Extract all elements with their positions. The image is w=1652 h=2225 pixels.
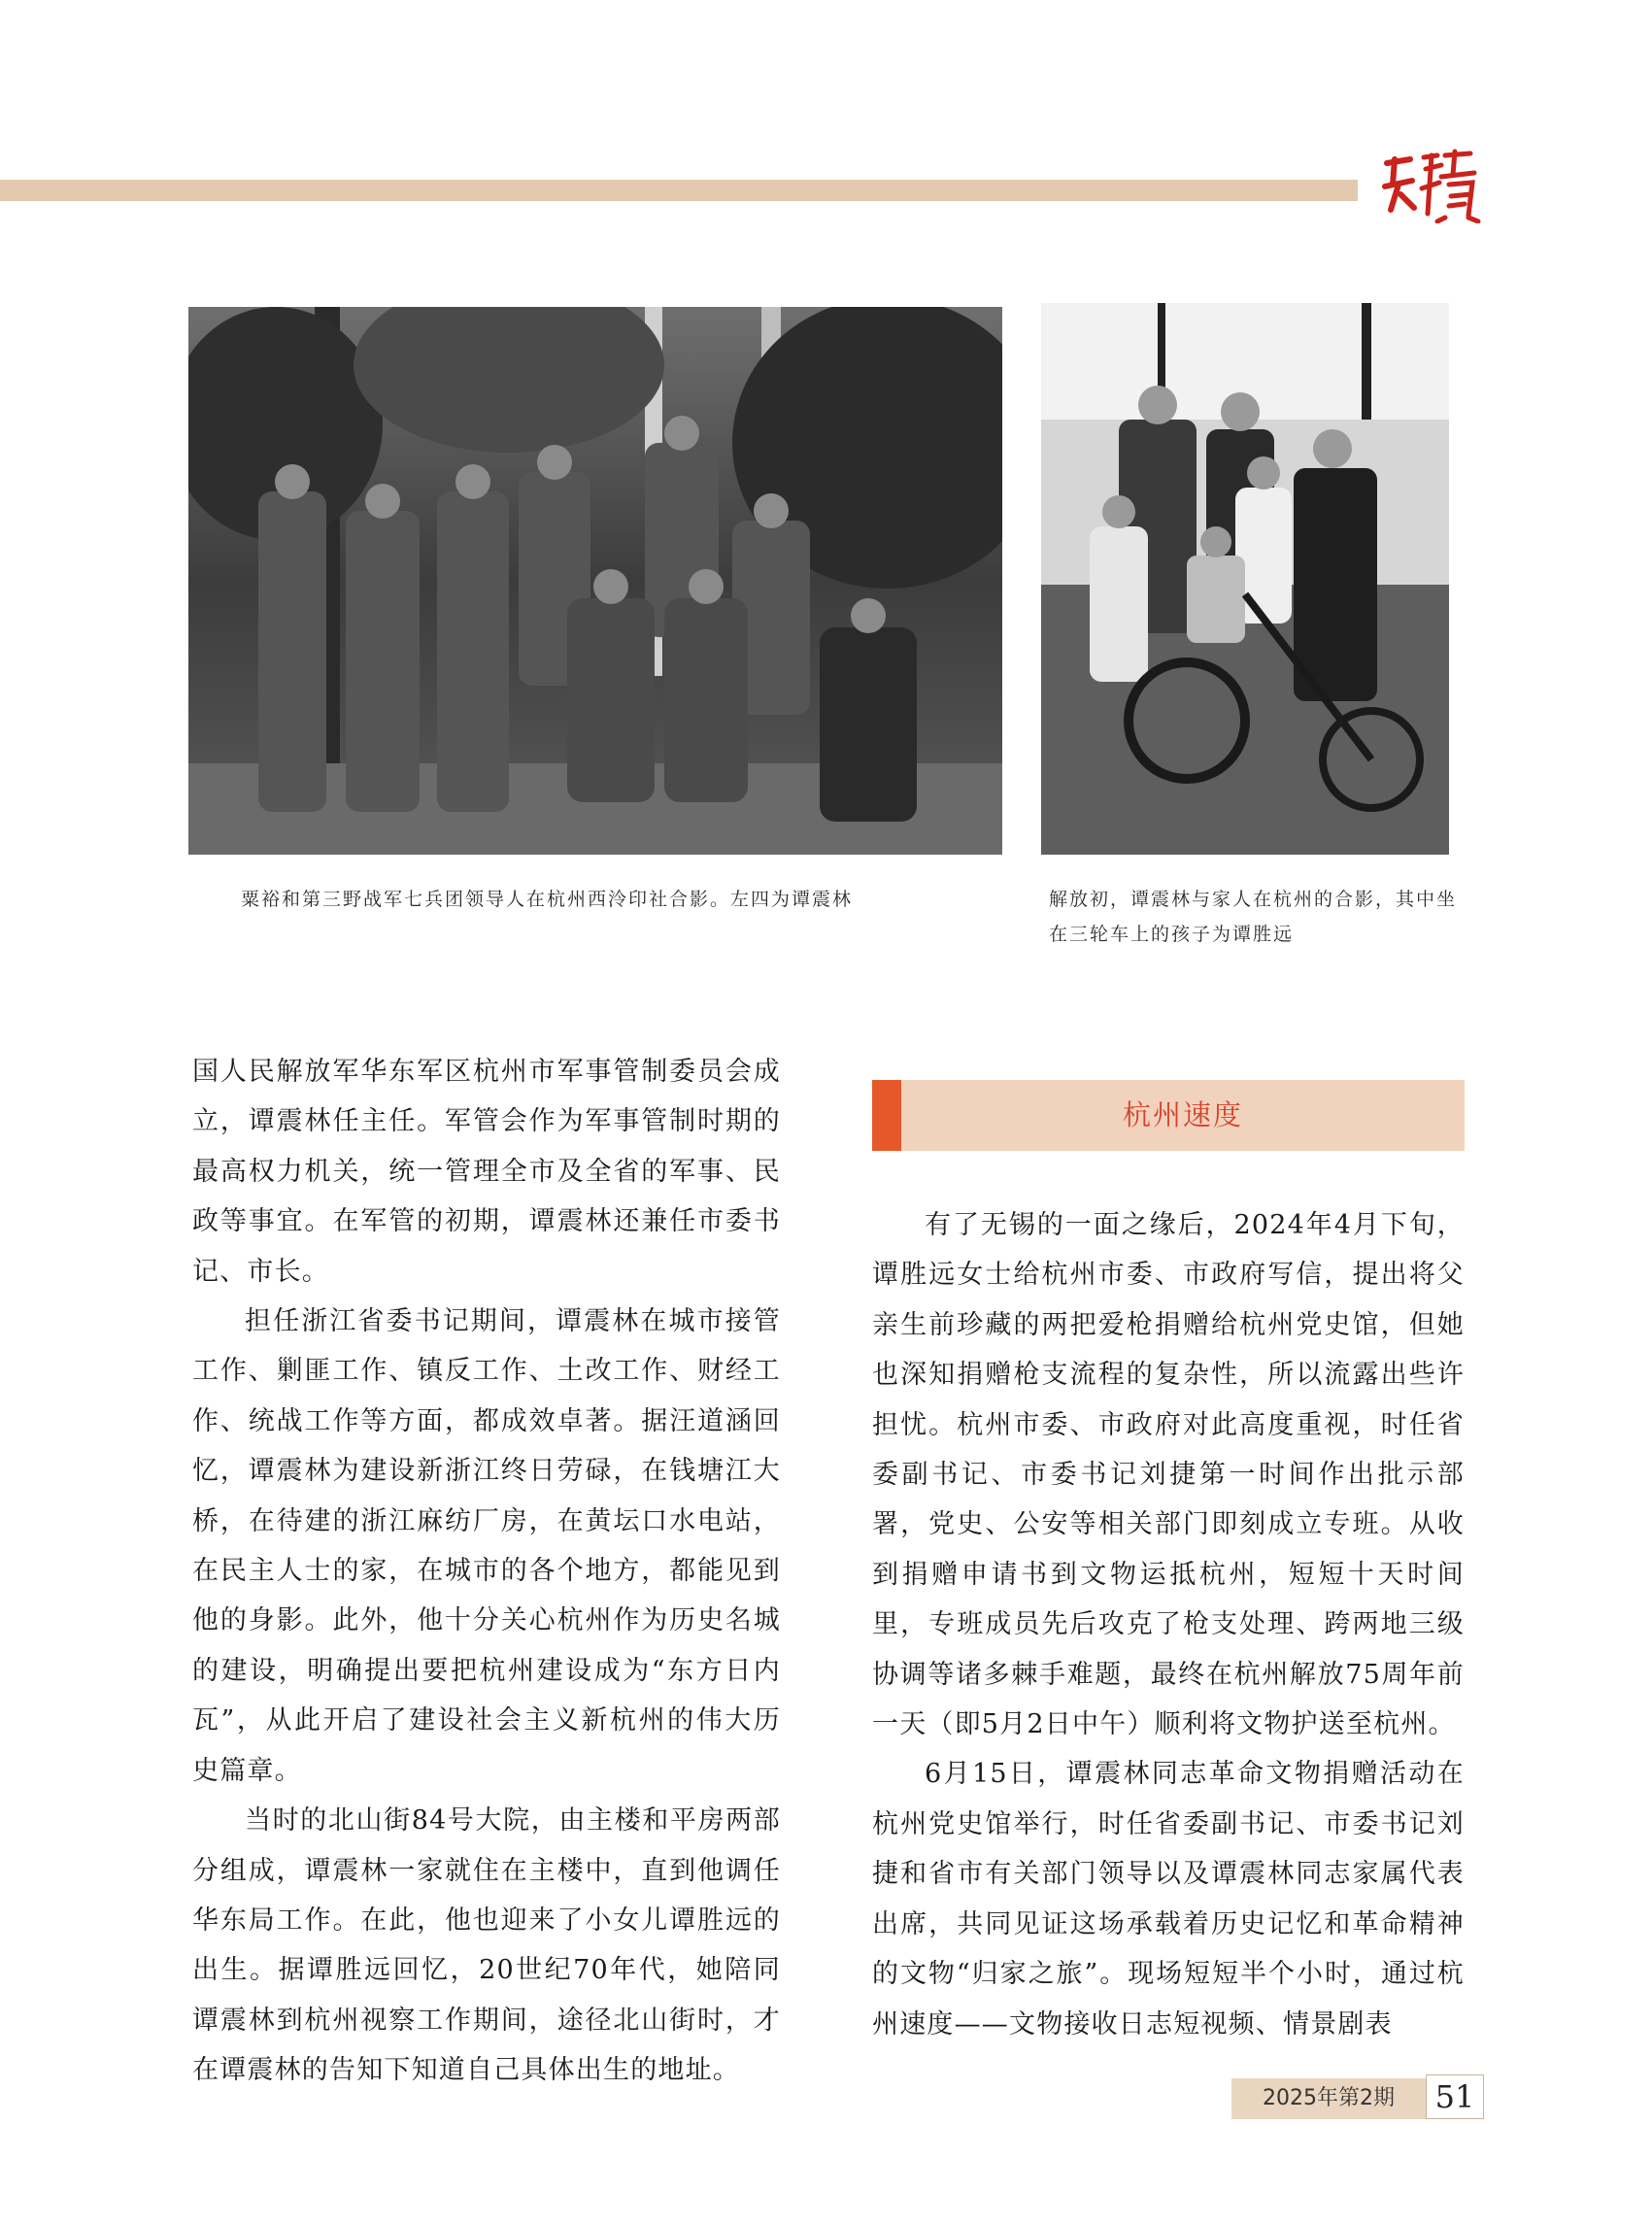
family-photo — [1041, 303, 1449, 855]
photo-right-caption: 解放初，谭震林与家人在杭州的合影，其中坐在三轮车上的孩子为谭胜远 — [1049, 889, 1458, 945]
right-column — [872, 1200, 1465, 2049]
section-header — [872, 1080, 1465, 1151]
left-paragraph-1: 国人民解放军华东军区杭州市军事管制委员会成立，谭震林任主任。军管会作为军事管制时期的最高权力机关，统一管理全市及全省的军事、民政等事宜。在军管的初期，谭震林还兼任市委书记、市长。 — [192, 1057, 781, 1287]
photo-left-caption: 粟裕和第三野战军七兵团领导人在杭州西泠印社合影。左四为谭震林 — [241, 889, 854, 910]
left-paragraph-3: 当时的北山街84号大院，由主楼和平房两部分组成，谭震林一家就住在主楼中，直到他调任华东局工作。在此，他也迎来了小女儿谭胜远的出生。据谭胜远回忆，20世纪70年代，她陪同谭震林到杭州视察工作期间，途径北山街时，才在谭震林的告知下知道自己具体出生的地址。 — [192, 1805, 781, 2086]
section-title: 杭州速度 — [1122, 1098, 1243, 1131]
magazine-logo — [1377, 146, 1484, 223]
left-paragraph-2: 担任浙江省委书记期间，谭震林在城市接管工作、剿匪工作、镇反工作、土改工作、财经工作、统战工作等方面，都成效卓著。据汪道涵回忆，谭震林为建设新浙江终日劳碌，在钱塘江大桥，在待建的浙江麻纺厂房，在黄坛口水电站，在民主人士的家，在城市的各个地方，都能见到他的身影。此外，他十分关心杭州作为历史名城的建设，明确提出要把杭州建设成为“东方日内瓦”，从此开启了建设社会主义新杭州的伟大历史篇章。 — [192, 1306, 781, 1786]
page-number: 51 — [1426, 2074, 1484, 2119]
left-column — [192, 1047, 781, 2096]
section-accent-bar — [872, 1080, 901, 1151]
right-paragraph-1: 有了无锡的一面之缘后，2024年4月下旬，谭胜远女士给杭州市委、市政府写信，提出将父亲生前珍藏的两把爱枪捐赠给杭州党史馆，但她也深知捐赠枪支流程的复杂性，所以流露出些许担忧。杭州市委、市政府对此高度重视，时任省委副书记、市委书记刘捷第一时间作出批示部署，党史、公安等相关部门即刻成立专班。从收到捐赠申请书到文物运抵杭州，短短十天时间里，专班成员先后攻克了枪支处理、跨两地三级协调等诸多棘手难题，最终在杭州解放75周年前一天（即5月2日中午）顺利将文物护送至杭州。 — [872, 1210, 1465, 1740]
issue-label: 2025年第2期 — [1231, 2078, 1426, 2119]
group-photo — [188, 307, 1002, 855]
header-band — [0, 180, 1358, 201]
right-paragraph-2: 6月15日，谭震林同志革命文物捐赠活动在杭州党史馆举行，时任省委副书记、市委书记刘捷和省市有关部门领导以及谭震林同志家属代表出席，共同见证这场承载着历史记忆和革命精神的文物“归家之旅”。现场短短半个小时，通过杭州速度——文物接收日志短视频、情景剧表 — [872, 1759, 1465, 2040]
